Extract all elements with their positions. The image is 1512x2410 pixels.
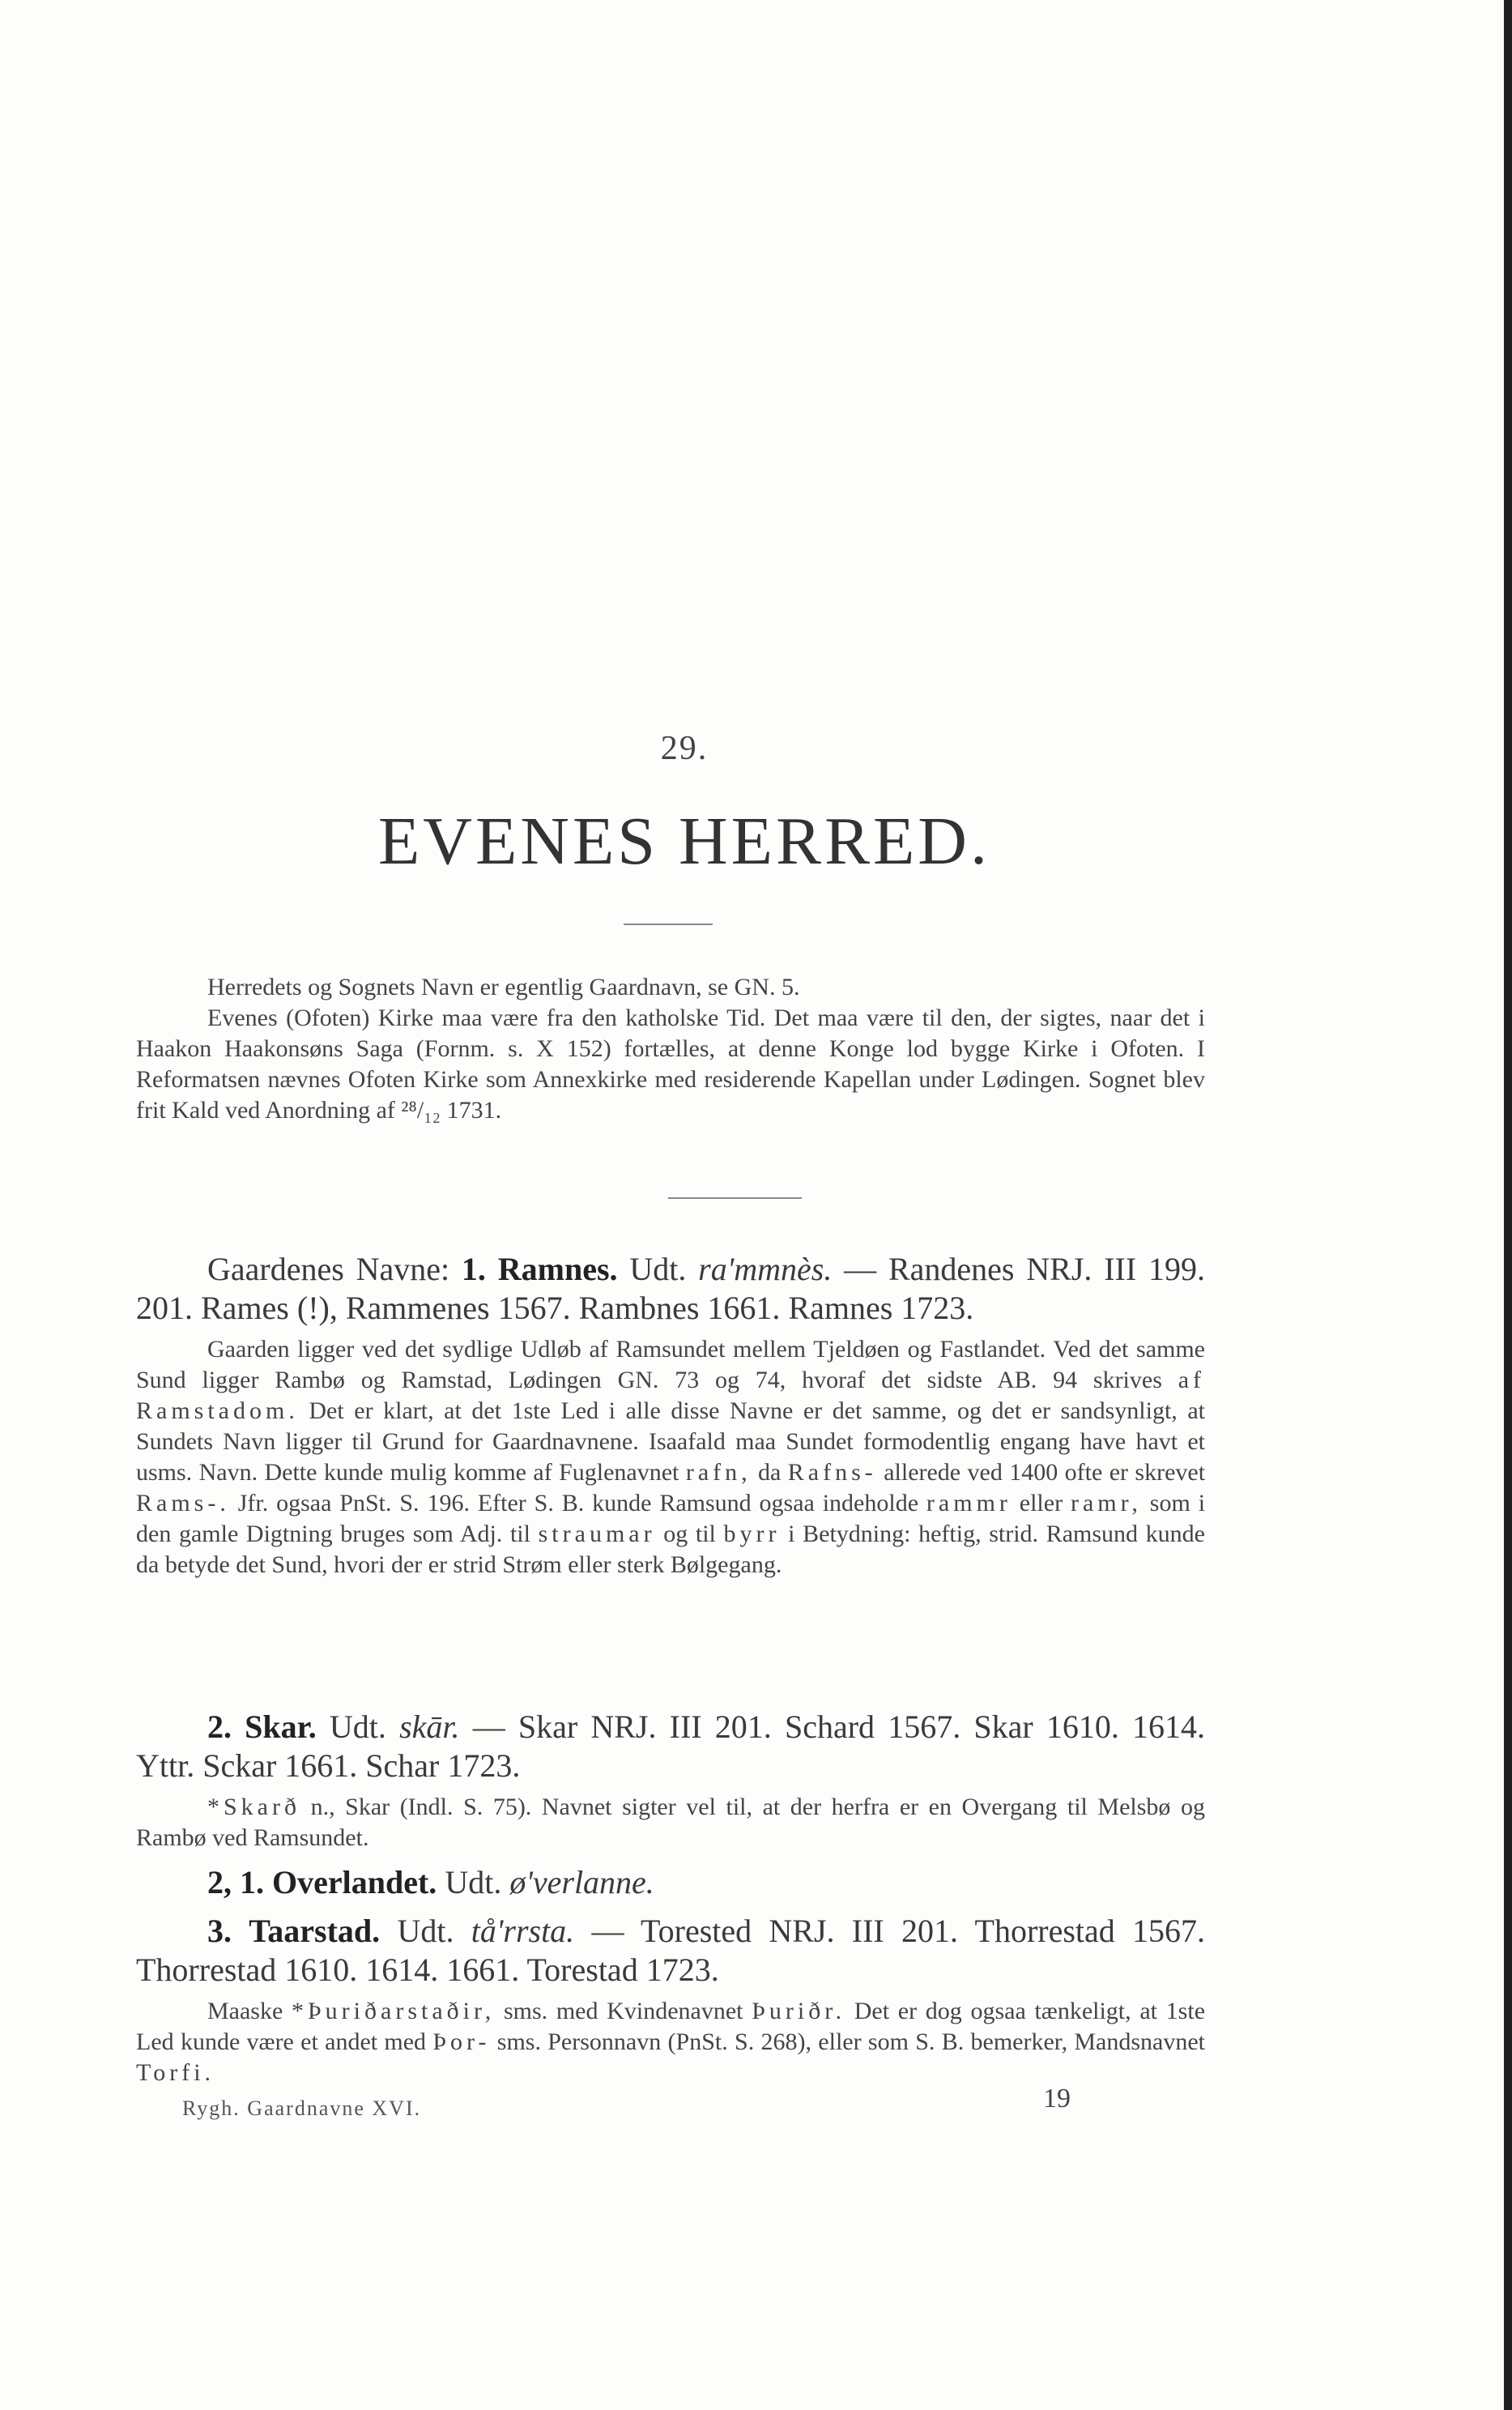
commentary-text: og til [663, 1521, 716, 1547]
farm-entry-3 [136, 1912, 1205, 2088]
signature-number: 19 [1043, 2084, 1071, 2114]
farm-number: 2. [207, 1708, 232, 1745]
commentary-text: Gaarden ligger ved det sydlige Udløb af Ramsundet mellem Tjeldøen og Fastlandet. Ved det samme Sund ligger Rambø og Ramstad, Lødingen GN. 73 og 74, hvoraf det sidste AB. 94 skrives [136, 1336, 1205, 1393]
commentary-text: som i den gamle Digtning bruges som Adj. til [136, 1490, 1206, 1547]
spaced-form: rammr [926, 1490, 1012, 1516]
udt-label: Udt. [445, 1864, 502, 1900]
farm-entry-2 [136, 1708, 1205, 1853]
commentary-text: Jfr. ogsaa PnSt. S. 196. Efter S. B. kunde Ramsund ogsaa indeholde [237, 1490, 919, 1516]
title-divider [624, 923, 713, 925]
spaced-form: Torfi. [136, 2059, 215, 2086]
spaced-form: straumar [538, 1521, 656, 1547]
section-divider [668, 1197, 802, 1199]
historic-forms: — Randenes NRJ. III 199. 201. Rames (!), Rammenes 1567. Rambnes 1661. Ramnes 1723. [136, 1251, 1206, 1326]
scan-edge [1504, 0, 1512, 2410]
udt-label: Udt. [397, 1913, 454, 1949]
farm-name: Skar. [245, 1708, 317, 1745]
farm-heading [136, 1708, 1205, 1785]
pronunciation: ø'verlanne. [509, 1864, 654, 1900]
farm-name: Taarstad. [249, 1913, 381, 1949]
page-title: EVENES HERRED. [378, 804, 990, 879]
spaced-form: Rafns- [787, 1459, 877, 1486]
spaced-form: *Skarð [207, 1794, 300, 1820]
commentary-text: n., Skar (Indl. S. 75). Navnet sigter vel til, at der herfra er en Overgang til Melsbø og Rambø ved Ramsundet. [136, 1794, 1206, 1851]
commentary-text: sms. med Kvindenavnet [503, 1998, 743, 2024]
commentary-text: Det er klart, at det 1ste Led i alle disse Navne er det samme, og det er sandsynligt, at Sundets Navn ligger til Grund for Gaardnavnene. Isaafald maa Sundet formodentlig engang have havt et usms. Navn. Dette kunde mulig komme af Fuglenavnet [136, 1397, 1205, 1486]
spaced-form: *Þuriðarstaðir, [292, 1998, 496, 2024]
farm-entry-1 [136, 1250, 1205, 1580]
historic-forms: — Skar NRJ. III 201. Schard 1567. Skar 1610. 1614. Yttr. Sckar 1661. Schar 1723. [136, 1708, 1206, 1784]
commentary-text: sms. Personnavn (PnSt. S. 268), eller som S. B. bemerker, Mandsnavnet [496, 2028, 1206, 2055]
pronunciation: tå'rrsta. [471, 1913, 575, 1949]
spaced-form: af Ramstadom. [136, 1367, 1206, 1424]
commentary-text: allerede ved 1400 ofte er skrevet [884, 1459, 1206, 1486]
farm-number: 2, 1. [207, 1864, 264, 1900]
commentary-text: da [758, 1459, 782, 1486]
farm-commentary [136, 1996, 1205, 2088]
farm-heading [136, 1912, 1205, 1990]
spaced-form: Þuriðr. [752, 1998, 846, 2024]
pronunciation: skār. [399, 1708, 460, 1745]
intro-section [136, 972, 1205, 1126]
spaced-form: rafn, [685, 1459, 752, 1486]
commentary-text: i Betydning: heftig, strid. Ramsund kunde da betyde det Sund, hvori der er strid Strøm eller sterk Bølgegang. [136, 1521, 1205, 1578]
commentary-text: Maaske [207, 1998, 283, 2024]
farm-commentary [136, 1792, 1205, 1853]
udt-label: Udt. [629, 1251, 687, 1287]
spaced-form: ramr, [1070, 1490, 1142, 1516]
farm-lead: Gaardenes Navne: [207, 1251, 450, 1287]
farm-name: Ramnes. [497, 1251, 618, 1287]
page-number: 29. [660, 730, 709, 767]
spaced-form: Þor- [432, 2028, 491, 2055]
historic-forms: — Torested NRJ. III 201. Thorrestad 1567. Thorrestad 1610. 1614. 1661. Torestad 1723. [136, 1913, 1206, 1988]
commentary-text: eller [1019, 1490, 1063, 1516]
farm-number: 3. [207, 1913, 232, 1949]
farm-heading [136, 1863, 1205, 1902]
farm-entry-2-1 [136, 1863, 1205, 1902]
udt-label: Udt. [329, 1708, 386, 1745]
farm-heading [136, 1250, 1205, 1328]
farm-commentary [136, 1334, 1205, 1580]
intro-paragraph: Evenes (Ofoten) Kirke maa være fra den katholske Tid. Det maa være til den, der sigtes, naar det i Haakon Haakonsøns Saga (Fornm. s. X 152) fortælles, at denne Konge lod bygge Kirke i Ofoten. I Reformatsen nævnes Ofoten Kirke som Annexkirke med residerende Kapellan under Lødingen. Sognet blev frit Kald ved Anordning af ²⁸/₁₂ 1731. [136, 1005, 1205, 1124]
intro-paragraph: Herredets og Sognets Navn er egentlig Gaardnavn, se GN. 5. [207, 974, 800, 1000]
farm-number: 1. [461, 1251, 486, 1287]
pronunciation: ra'mmnès. [698, 1251, 833, 1287]
signature-line: Rygh. Gaardnavne XVI. [182, 2096, 422, 2120]
spaced-form: byrr [723, 1521, 781, 1547]
commentary-text: Det er dog ogsaa tænkeligt, at 1ste Led kunde være et andet med [136, 1998, 1206, 2055]
spaced-form: Rams-. [136, 1490, 230, 1516]
farm-name: Overlandet. [272, 1864, 437, 1900]
